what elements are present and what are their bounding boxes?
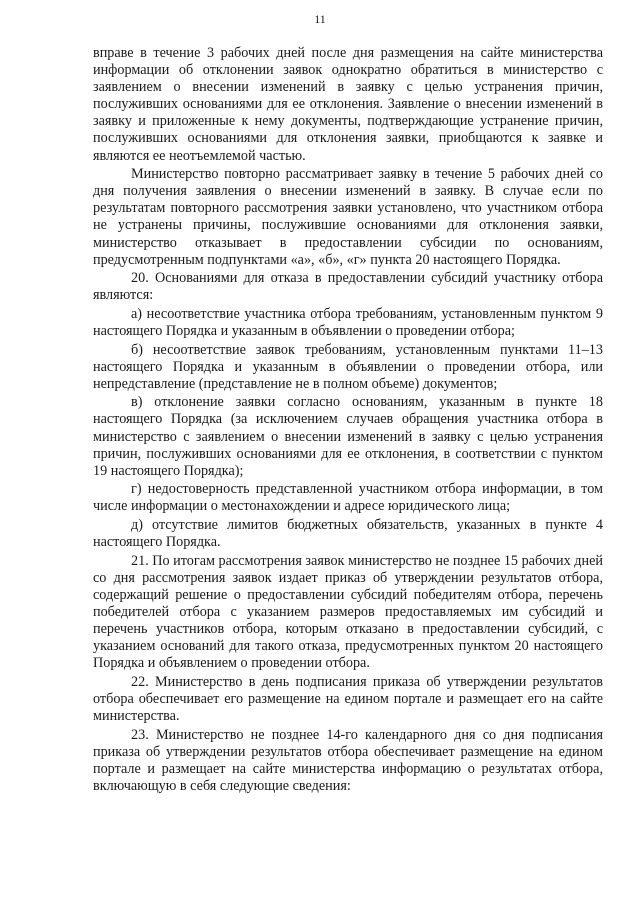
paragraph-continuation: вправе в течение 3 рабочих дней после дня размещения на сайте министерства информации об отклонении заявок однократно обратиться в министерство с заявлением о внесении изменений в заявку с целью устранения причин, послуживших основаниями для ее отклонения. Заявление о внесении изменений в заявку и приложенные к нему документы, подтверждающие устранение причин, послуживших основаниями для отклонения заявки, приобщаются к заявке и являются ее неотъемлемой частью. <box>93 45 603 164</box>
paragraph-item-23: 23. Министерство не позднее 14-го календарного дня со дня подписания приказа об утверждении результатов отбора обеспечивает размещение на едином портале и размещает на сайте министерства информацию о результатах отбора, включающую в себя следующие сведения: <box>93 726 603 794</box>
paragraph-item-21: 21. По итогам рассмотрения заявок министерство не позднее 15 рабочих дней со дня рассмотрения заявок издает приказ об утверждении результатов отбора, содержащий решение о предоставлении субсидий победителям отбора, перечень победителей отбора с указанием размеров предоставляемых им субсидий и перечень участников отбора, которым отказано в предоставлении субсидий, с указанием оснований для такого отказа, предусмотренных пунктом 20 настоящего Порядка и объявлением о проведении отбора. <box>93 552 603 672</box>
subitem-a: а) несоответствие участника отбора требованиям, установленным пунктом 9 настоящего Порядка и указанным в объявлении о проведении отбора; <box>93 305 603 339</box>
subitem-v: в) отклонение заявки согласно основаниям, указанным в пункте 18 настоящего Порядка (за исключением случаев обращения участника отбора в министерство с заявлением о внесении изменений в заявку с целью устранения причин, послуживших основаниями для ее отклонения, в соответствии с пунктом 19 настоящего Порядка); <box>93 394 603 479</box>
paragraph-item-22: 22. Министерство в день подписания приказа об утверждении результатов отбора обеспечивает его размещение на едином портале и размещает его на сайте министерства. <box>93 673 603 725</box>
subitem-g: г) недостоверность представленной участником отбора информации, в том числе информации о местонахождении и адресе юридического лица; <box>93 481 603 515</box>
subitem-b: б) несоответствие заявок требованиям, установленным пунктами 11–13 настоящего Порядка и указанным в объявлении о проведении отбора, или непредставление (представление не в полном объеме) документов; <box>93 341 603 392</box>
document-body <box>93 45 603 795</box>
paragraph-repeat-review: Министерство повторно рассматривает заявку в течение 5 рабочих дней со дня получения заявления о внесении изменений в заявку. В случае если по результатам повторного рассмотрения заявки установлено, что участником отбора не устранены причины, послужившие основаниями для отклонения заявки, министерство отказывает в предоставлении субсидии по основаниям, предусмотренным подпунктами «а», «б», «г» пункта 20 настоящего Порядка. <box>93 166 603 268</box>
subitem-d: д) отсутствие лимитов бюджетных обязательств, указанных в пункте 4 настоящего Порядка. <box>93 517 603 551</box>
paragraph-item-20: 20. Основаниями для отказа в предоставлении субсидий участнику отбора являются: <box>93 270 603 304</box>
page-number: 11 <box>314 12 326 26</box>
